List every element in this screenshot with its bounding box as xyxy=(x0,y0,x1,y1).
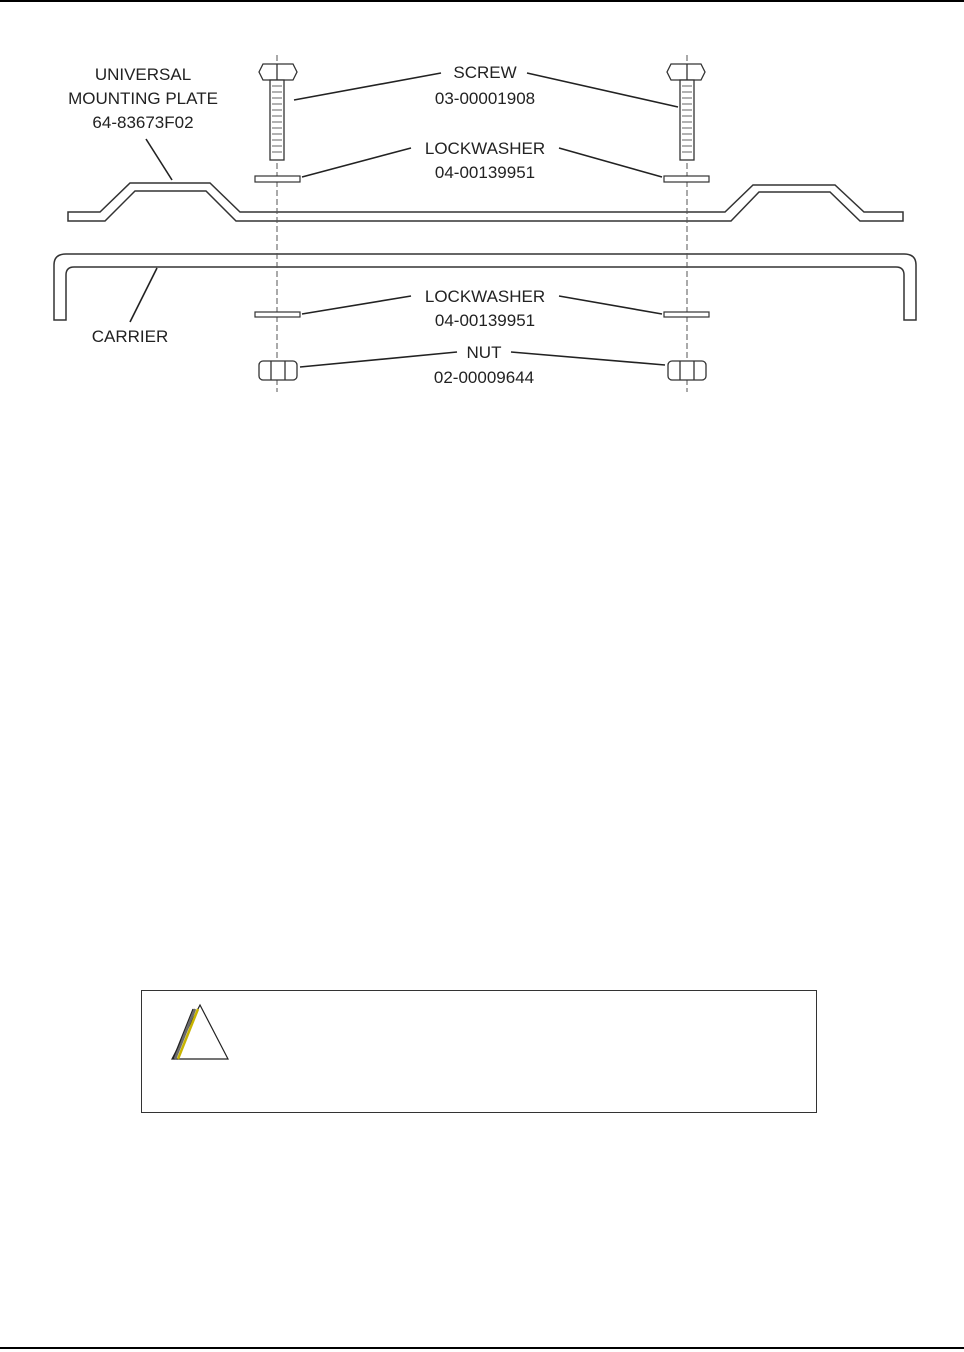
lockwasher-bottom-left xyxy=(255,312,300,317)
lockwasher-bottom-right xyxy=(664,312,709,317)
caution-triangle-icon xyxy=(160,1003,232,1063)
footer-rule xyxy=(0,1347,964,1349)
screw-right xyxy=(667,64,705,160)
caution-box xyxy=(141,990,817,1113)
label-screw: SCREW xyxy=(453,63,517,82)
label-screw-part: 03-00001908 xyxy=(434,89,536,108)
nut-right xyxy=(668,361,706,380)
mounting-plate xyxy=(68,183,903,221)
label-lockwasher-bottom-part: 04-00139951 xyxy=(434,311,536,330)
label-nut: NUT xyxy=(466,343,502,362)
label-nut-part: 02-00009644 xyxy=(433,368,535,387)
nut-left xyxy=(259,361,297,380)
lockwasher-top-right xyxy=(664,176,709,182)
label-plate-part: 64-83673F02 xyxy=(92,113,194,132)
lockwasher-top-left xyxy=(255,176,300,182)
screw-left xyxy=(259,64,297,160)
label-plate-line2: MOUNTING PLATE xyxy=(68,89,218,108)
label-plate-line1: UNIVERSAL xyxy=(94,65,192,84)
label-lockwasher-top-part: 04-00139951 xyxy=(434,163,536,182)
mounting-diagram xyxy=(0,0,964,400)
label-lockwasher-top: LOCKWASHER xyxy=(424,139,546,158)
label-lockwasher-bottom: LOCKWASHER xyxy=(424,287,546,306)
label-carrier: CARRIER xyxy=(91,327,169,346)
